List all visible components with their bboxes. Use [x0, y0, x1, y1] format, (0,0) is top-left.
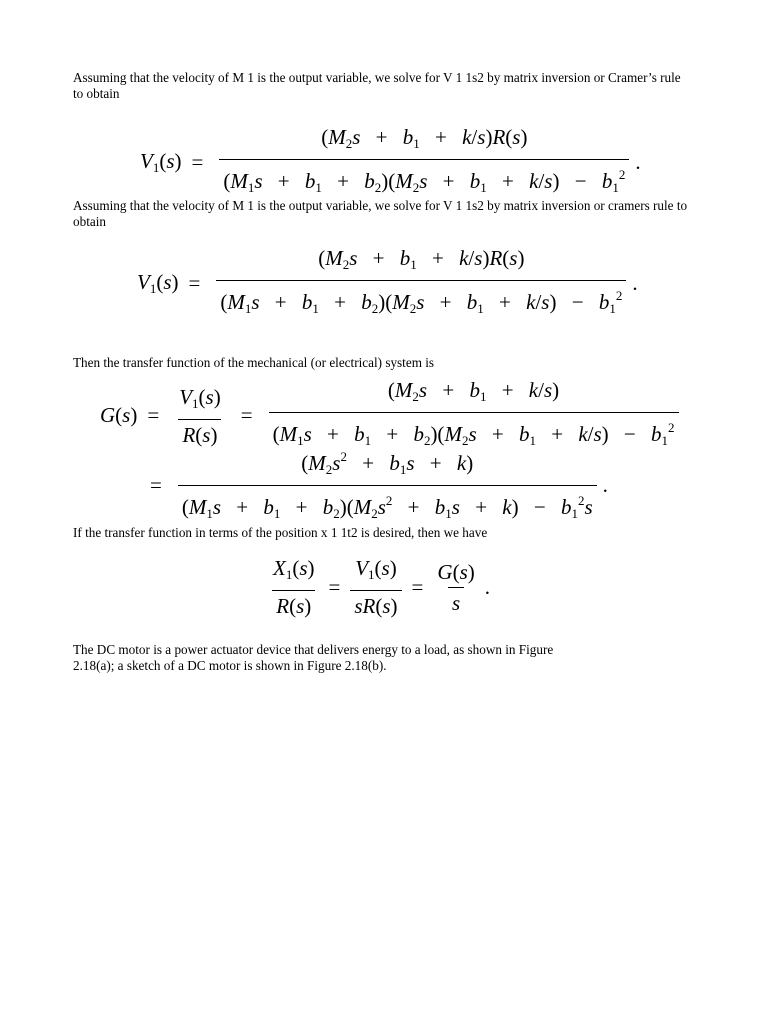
equation-v1-first: $V_1(s)$ = $\frac{(M_2s + b_1 + k/s)R(s)}{(M_1s + b_1 + b_2)(M_2s + b_1 + k/s) - b_1^2}$ .	[140, 124, 641, 201]
equation-transfer-function-line2: = $\frac{(M_2s^2 + b_1s + k)}{(M_1s + b_1 + b_2)(M_2s^2 + b_1s + k) - b_1^2s}$ .	[140, 444, 608, 527]
paragraph-velocity-intro-repeat: Assuming that the velocity of M 1 is the output variable, we solve for V 1 1s2 by matrix inversion or cramers rule to obtain	[73, 198, 688, 229]
paragraph-position-transfer: If the transfer function in terms of the position x 1 1t2 is desired, then we have	[73, 525, 488, 540]
equation-transfer-function-line1: G(s) = $\frac{V_1(s)}{R(s)}$ = $\frac{(M_2s + b_1 + k/s)}{(M_1s + b_1 + b_2)(M_2s + b_1 + k/s) - b_1^2}$	[100, 377, 685, 454]
paragraph-dc-motor: The DC motor is a power actuator device that delivers energy to a load, as shown in Figure 2.18(a); a sketch of a DC motor is shown in Figure 2.18(b).	[73, 642, 554, 673]
paragraph-transfer-function: Then the transfer function of the mechanical (or electrical) system is	[73, 355, 435, 370]
paragraph-velocity-intro: Assuming that the velocity of M 1 is the output variable, we solve for V 1 1s2 by matrix inversion or Cramer’s rule to obtain	[73, 70, 681, 101]
equation-v1-second: $V_1(s)$ = $\frac{(M_2s + b_1 + k/s)R(s)}{(M_1s + b_1 + b_2)(M_2s + b_1 + k/s) - b_1^2}$ .	[137, 245, 638, 322]
equation-position-transfer: $\frac{X_1(s)}{R(s)}$ = $\frac{V_1(s)}{sR(s)}$ = $\frac{G(s)}{s}$ .	[273, 556, 490, 618]
